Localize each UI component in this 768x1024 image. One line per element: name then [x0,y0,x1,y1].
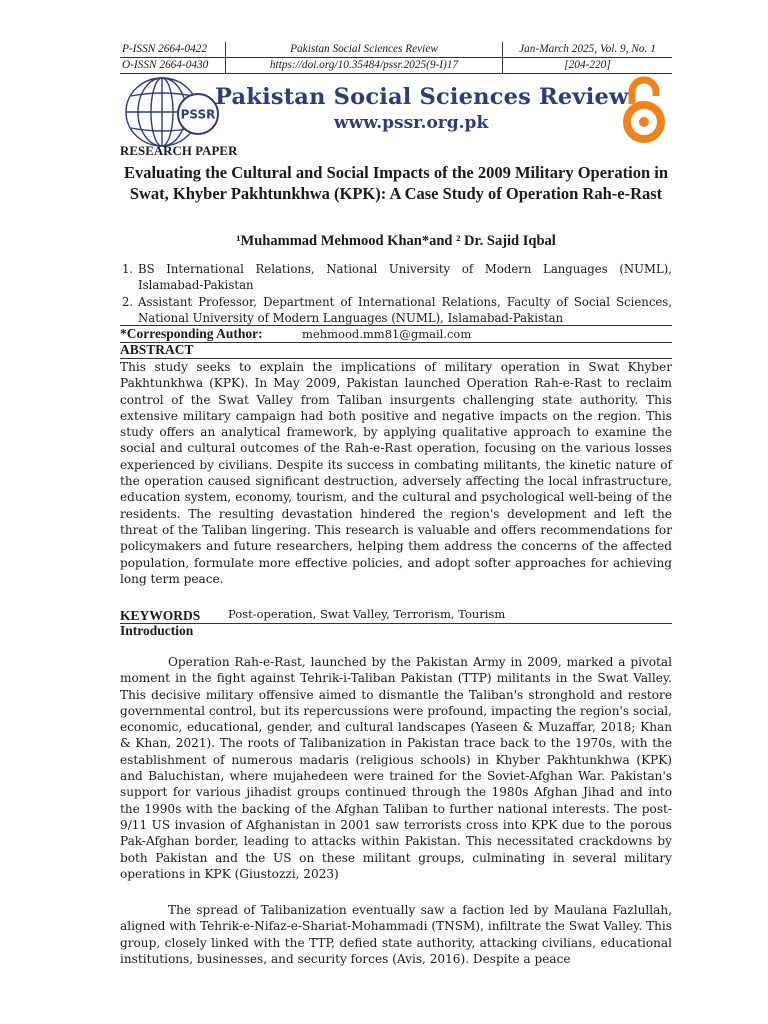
issue-info: Jan-March 2025, Vol. 9, No. 1 [519,43,656,55]
affiliation-text: BS International Relations, National University of Modern Languages (NUML), Islamabad-Pakistan [138,262,672,292]
keywords-list: Post-operation, Swat Valley, Terrorism, Tourism [228,607,506,621]
body-paragraph-1: Operation Rah-e-Rast, launched by the Pakistan Army in 2009, marked a pivotal moment in the fight against Tehrik-i-Taliban Pakistan (TTP) militants in the Swat Valley. This decisive military offensive aimed to dismantle the Taliban's stronghold and restore governmental control, but its repercussions were profound, impacting the region's social, economic, educational, gender, and cultural landscapes (Yaseen & Muzaffar, 2018; Khan & Khan, 2021). The roots of Talibanization in Pakistan trace back to the 1970s, with the establishment of numerous madaris (religious schools) in Khyber Pakhtunkhwa (KPK) and Baluchistan, where mujahedeen were trained for the Soviet-Afghan War. Pakistan's support for various jihadist groups continued through the 1980s Afghan Jihad and into the 1990s with the backing of the Afghan Taliban to further national interests. The post-9/11 US invasion of Afghanistan in 2001 saw terrorists cross into KPK due to the porous Pak-Afghan border, leading to attacks within Pakistan. This necessitated crackdowns by both Pakistan and the US on these militant groups, culminating in several military operations in KPK (Giustozzi, 2023) [120,655,672,881]
corresponding-author-label: *Corresponding Author: [120,326,263,341]
header-row-2 [120,58,672,74]
header-row-1 [120,42,672,58]
affiliation-1 [120,262,672,293]
affiliation-2 [120,295,672,326]
abstract-text: This study seeks to explain the implications of military operation in Swat Khyber Pakhtunkhwa (KPK). In May 2009, Pakistan launched Operation Rah-e-Rast to reclaim control of the Swat Valley from Taliban insurgents challenging state authority. This extensive military campaign had both positive and negative impacts on the region. This study offers an analytical framework, by applying qualitative approach to examine the social and cultural outcomes of the Rah-e-Rast operation, focusing on the various losses experienced by civilians. Despite its success in combating militants, the kinetic nature of the operation caused significant destruction, adversely affecting the local infrastructure, education system, economy, tourism, and the cultural and psychological well-being of the residents. The resulting devastation hindered the region's development and left the threat of the Taliban lingering. This research is valuable and offers recommendations for policymakers and future researchers, helping them address the concerns of the affected population, formulate more effective policies, and adopt softer approaches for achieving long term peace. [120,360,672,586]
pssr-globe-logo [122,76,220,148]
body-paragraph-2: The spread of Talibanization eventually saw a faction led by Maulana Fazlullah, aligned with Tehrik-e-Nifaz-e-Shariat-Mohammadi (TNSM), infiltrate the Swat Valley. This group, closely linked with the TTP, defied state authority, attacking civilians, educational institutions, businesses, and security forces (Avis, 2016). Despite a peace [120,903,672,966]
affiliation-number: 1. [122,262,134,276]
oissn: O-ISSN 2664-0430 [120,58,226,73]
pssr-badge-text: PSSR [180,107,216,122]
corresponding-author-email[interactable]: mehmood.mm81@gmail.com [302,327,472,341]
article-type-label: RESEARCH PAPER [120,144,238,158]
pissn: P-ISSN 2664-0422 [120,42,226,57]
article-title: Evaluating the Cultural and Social Impacts of the 2009 Military Operation in Swat, Khyber Pakhtunkhwa (KPK): A Case Study of Operation Rah-e-Rast [123,163,669,203]
page-range: [204-220] [564,59,611,71]
open-access-icon [620,76,668,144]
keywords-row [120,606,672,624]
journal-header-table [120,42,672,74]
header-journal-name: Pakistan Social Sciences Review [226,42,503,57]
affiliation-number: 2. [122,295,134,309]
abstract-heading: ABSTRACT [120,342,672,359]
journal-banner-title: Pakistan Social Sciences Review [215,84,629,110]
doi-link[interactable]: https://doi.org/10.35484/pssr.2025(9-I)17 [226,58,503,73]
journal-website-url[interactable]: www.pssr.org.pk [334,113,489,133]
corresponding-author-row [120,325,672,343]
keywords-label: KEYWORDS [120,608,201,623]
introduction-heading: Introduction [120,623,194,638]
article-authors: ¹Muhammad Mehmood Khan*and ² Dr. Sajid Iqbal [236,233,556,249]
affiliation-text: Assistant Professor, Department of International Relations, Faculty of Social Sciences, National University of Modern Languages (NUML), Islamabad-Pakistan [138,295,672,325]
